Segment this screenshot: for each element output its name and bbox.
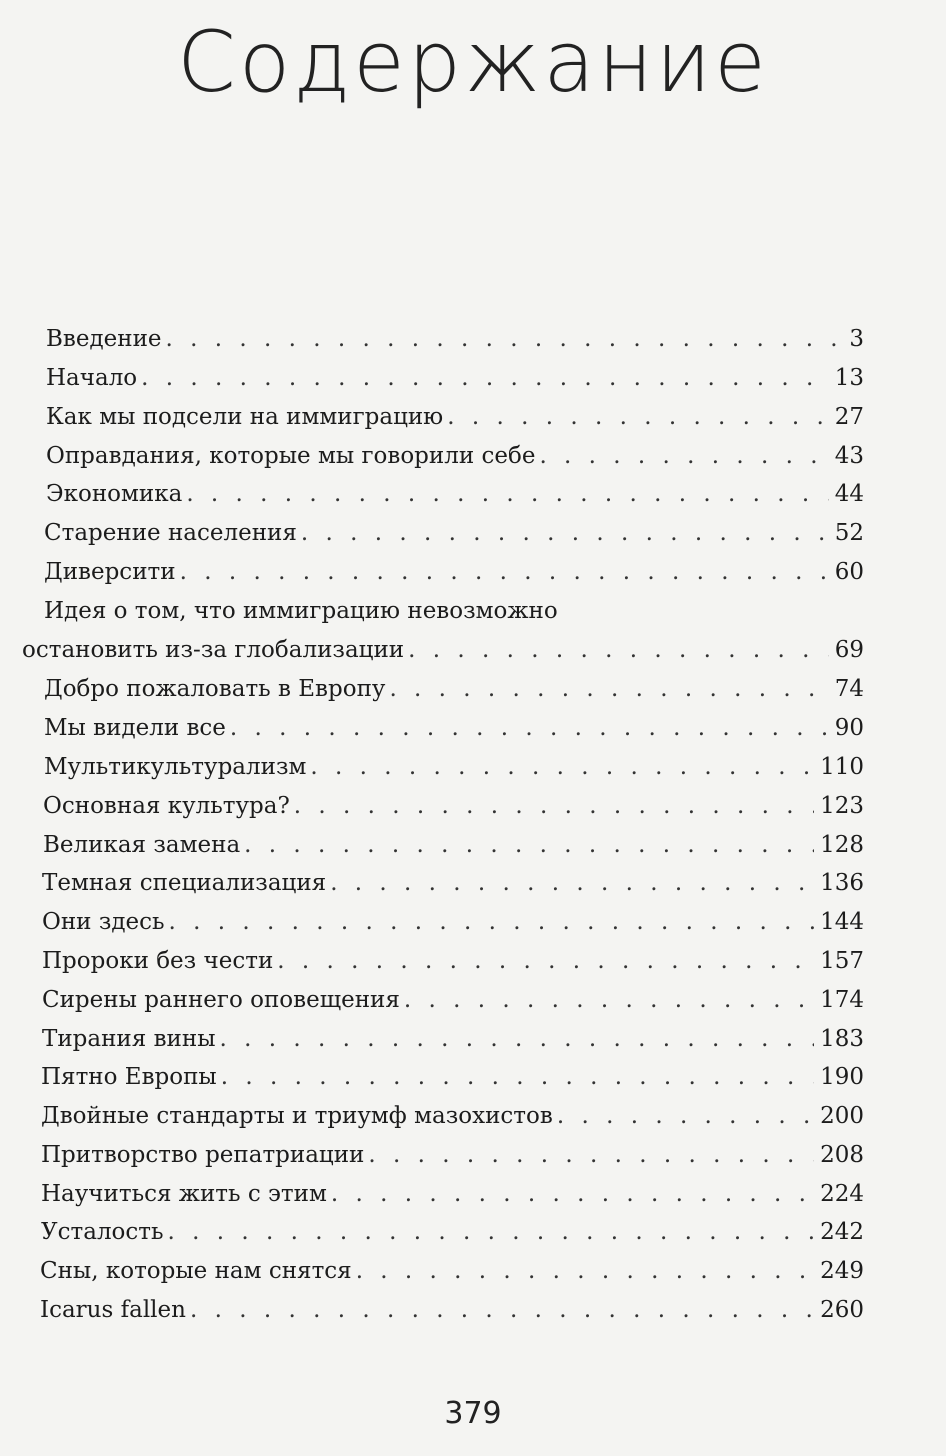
- toc-entry-page: 200: [820, 1103, 864, 1129]
- toc-entry-page: 128: [820, 832, 864, 858]
- toc-entry-page: 27: [834, 404, 864, 430]
- toc-entry-label: Сны, которые нам снятся: [40, 1258, 352, 1284]
- toc-entry: [42, 1020, 864, 1058]
- leader-dots: [186, 475, 828, 513]
- toc-entry: [44, 553, 864, 591]
- toc-entry-page: 13: [834, 365, 864, 391]
- toc-entry: [22, 631, 864, 669]
- toc-entry-label-first-line: Идея о том, что иммиграцию невозможно: [44, 598, 558, 624]
- leader-dots: [294, 787, 814, 825]
- leader-dots: [166, 320, 844, 358]
- leader-dots: [180, 553, 829, 591]
- toc-entry: [43, 826, 864, 864]
- toc-entry-label: Мы видели все: [44, 715, 226, 741]
- toc-entry-page: 260: [820, 1297, 864, 1323]
- toc-entry-page: 157: [820, 948, 864, 974]
- toc-entry-label: Введение: [46, 326, 162, 352]
- toc-entry-page: 69: [834, 637, 864, 663]
- toc-entry-page: 242: [820, 1219, 864, 1245]
- toc-entry-label: Экономика: [46, 481, 183, 507]
- toc-entry-label: Как мы подсели на иммиграцию: [46, 404, 444, 430]
- leader-dots: [330, 864, 814, 902]
- toc-entry-page: 224: [820, 1181, 864, 1207]
- toc-entry: [41, 1058, 864, 1096]
- leader-dots: [244, 826, 814, 864]
- page-title: Содержание: [177, 13, 769, 111]
- toc-entry-page: 144: [820, 909, 864, 935]
- leader-dots: [331, 1175, 814, 1213]
- leader-dots: [220, 1020, 815, 1058]
- toc-entry-page: 249: [820, 1258, 864, 1284]
- toc-entry: [46, 437, 864, 475]
- toc-entry-page: 208: [820, 1142, 864, 1168]
- leader-dots: [168, 1213, 815, 1251]
- toc-entry: [42, 864, 864, 902]
- toc-entry-label: Добро пожаловать в Европу: [44, 676, 386, 702]
- toc-entry-label: Начало: [46, 365, 138, 391]
- leader-dots: [368, 1136, 814, 1174]
- toc-entry-label: Научиться жить с этим: [41, 1181, 327, 1207]
- leader-dots: [539, 437, 828, 475]
- leader-dots: [169, 903, 815, 941]
- toc-entry: [44, 709, 864, 747]
- leader-dots: [447, 398, 829, 436]
- toc-entry-page: 110: [820, 754, 864, 780]
- toc-entry-label: Диверсити: [44, 559, 176, 585]
- toc-entry-label: остановить из-за глобализации: [22, 637, 405, 663]
- toc-entry: [40, 1252, 864, 1290]
- toc-entry: [46, 359, 864, 397]
- leader-dots: [408, 631, 829, 669]
- toc-entry-page: 90: [834, 715, 864, 741]
- toc-entry-label: Пятно Европы: [41, 1064, 217, 1090]
- toc-entry-label: Великая замена: [43, 832, 241, 858]
- leader-dots: [389, 670, 828, 708]
- toc-entry-page: 136: [820, 870, 864, 896]
- toc-entry: [41, 1136, 864, 1174]
- toc-entry: [41, 1213, 864, 1251]
- toc-entry-label: Основная культура?: [43, 793, 290, 819]
- toc-entry-label: Icarus fallen: [40, 1297, 186, 1323]
- toc-entry-label: Темная специализация: [42, 870, 327, 896]
- leader-dots: [404, 981, 814, 1019]
- toc-entry-label: Они здесь: [42, 909, 165, 935]
- leader-dots: [221, 1058, 814, 1096]
- toc-entry: [44, 748, 864, 786]
- leader-dots: [356, 1252, 814, 1290]
- toc-entry-page: 43: [834, 443, 864, 469]
- toc-entry: [43, 787, 864, 825]
- toc-entry: [41, 1175, 864, 1213]
- leader-dots: [230, 709, 829, 747]
- toc-entry: [46, 398, 864, 436]
- toc-entry-label: Тирания вины: [42, 1026, 216, 1052]
- toc-entry-page: 183: [820, 1026, 864, 1052]
- toc-entry: [46, 320, 864, 358]
- leader-dots: [310, 748, 814, 786]
- toc-entry-page: 74: [834, 676, 864, 702]
- toc-entry-page: 123: [820, 793, 864, 819]
- toc-entry-page: 190: [820, 1064, 864, 1090]
- leader-dots: [141, 359, 829, 397]
- page-number: 379: [444, 1396, 502, 1431]
- toc-entry: [46, 475, 864, 513]
- toc-entry-page: 60: [834, 559, 864, 585]
- toc-entry: [42, 903, 864, 941]
- toc-entry-page: 52: [834, 520, 864, 546]
- toc-entry-label: Оправдания, которые мы говорили себе: [46, 443, 536, 469]
- toc-entry: [42, 981, 864, 1019]
- toc-entry-page: 3: [849, 326, 864, 352]
- toc-entry-label: Усталость: [41, 1219, 164, 1245]
- toc-entry: [41, 1097, 864, 1135]
- toc-entry-label: Сирены раннего оповещения: [42, 987, 400, 1013]
- leader-dots: [190, 1291, 814, 1329]
- toc-entry: [44, 514, 864, 552]
- toc-entry-page: 44: [834, 481, 864, 507]
- toc-entry-label: Пророки без чести: [42, 948, 274, 974]
- leader-dots: [301, 514, 829, 552]
- toc-entry: [40, 1291, 864, 1329]
- leader-dots: [277, 942, 814, 980]
- toc-entry-label: Двойные стандарты и триумф мазохистов: [41, 1103, 553, 1129]
- toc-entry-label: Притворство репатриации: [41, 1142, 365, 1168]
- toc-entry-page: 174: [820, 987, 864, 1013]
- toc-entry-label: Мультикультурализм: [44, 754, 307, 780]
- toc-entry: [42, 942, 864, 980]
- toc-entry-label: Старение населения: [44, 520, 297, 546]
- toc-entry: [44, 670, 864, 708]
- leader-dots: [557, 1097, 814, 1135]
